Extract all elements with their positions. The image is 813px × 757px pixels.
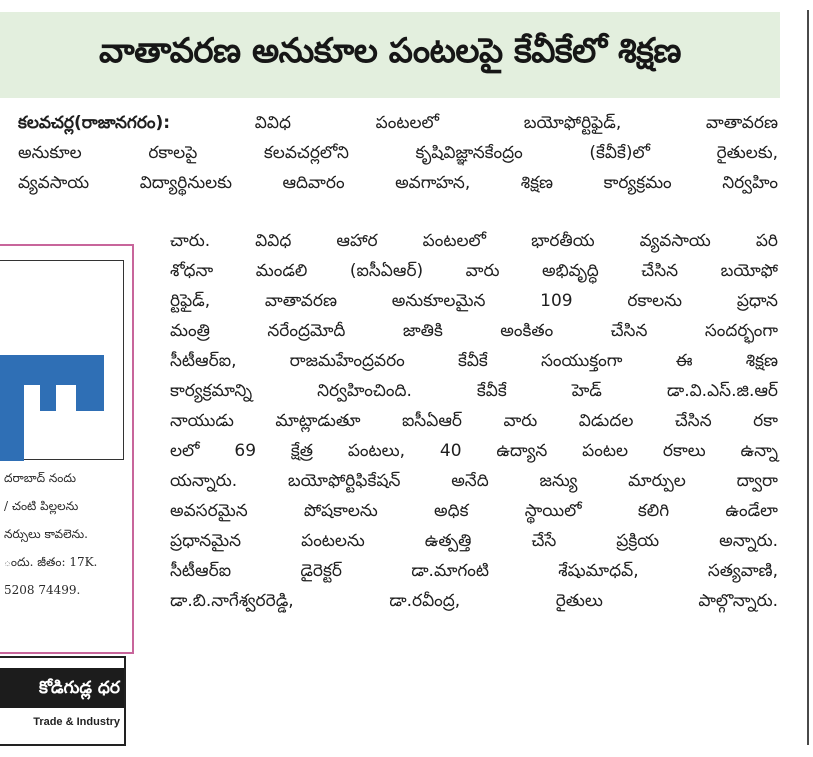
egg-price-subtitle: Trade & Industry [33,716,120,728]
article-line: వ్యవసాయ విద్యార్థినులకు ఆదివారం అవగాహన, శిక్షణ కార్యక్రమం నిర్వహిం [18,173,778,193]
article-line: సీటీఆర్ఐ డైరెక్టర్ డా.మాగంటి శేషుమాధవ్, సత్యవాణి, [170,561,778,581]
article-body-top [18,108,778,198]
article-line: శోధనా మండలి (ఐసీఏఆర్) వారు అభివృద్ధి చేసిన బయోఫో [170,261,778,281]
article-line: యన్నారు. బయోఫోర్టిఫికేషన్ అనేది జన్యు మార్పుల ద్వారా [170,471,778,491]
headline: వాతావరణ అనుకూల పంటలపై కేవీకేలో శిక్షణ [98,31,682,71]
article-line: కార్యక్రమాన్ని నిర్వహించింది. కేవీకే హెడ్ డా.వి.ఎస్.జి.ఆర్ [170,381,778,401]
article-line: చారు. వివిధ ఆహార పంటలలో భారతీయ వ్యవసాయ పరి [170,231,778,251]
column-divider [807,10,809,745]
article-line: నాయుడు మాట్లాడుతూ ఐసీఏఆర్ వారు విడుదల చేసిన రకా [170,411,778,431]
article-line: మంత్రి నరేంద్రమోదీ జాతికి అంకితం చేసిన సందర్భంగా [170,321,778,341]
ad-text-line: దరాబాద్ నందు [4,471,76,485]
article-line: ర్టిఫైడ్, వాతావరణ అనుకూలమైన 109 రకాలను ప్రధాన [170,291,778,311]
ad-text-line: / చంటి పిల్లలను [4,499,79,513]
article-line: సీటీఆర్ఐ, రాజమహేంద్రవరం కేవీకే సంయుక్తంగా ఈ శిక్షణ [170,351,778,371]
article-line-text: వివిధ పంటలలో బయోఫోర్టిఫైడ్, వాతావరణ [254,113,778,133]
article-body-bottom [170,226,778,616]
ad-text-line: 5208 74499. [4,583,81,597]
article-line: అనుకూల రకాలపై కలవచర్లలోని కృషివిజ్ఞానకేంద్రం (కేవీకే)లో రైతులకు, [18,143,778,163]
dateline: కలవచర్ల(రాజానగరం): [18,113,171,133]
article-line: డా.బి.నాగేశ్వరరెడ్డి, డా.రవీంద్ర, రైతులు పాల్గొన్నారు. [170,591,778,611]
egg-price-box [0,656,126,746]
article-line [18,108,778,138]
ad-text-line: నర్సులు కావలెను. [4,527,88,541]
ad-logo-frame [0,260,124,460]
ad-logo-icon [0,261,124,461]
headline-band [0,12,780,98]
article-line: ప్రధానమైన పంటలను ఉత్పత్తి చేసే ప్రక్రియ అన్నారు. [170,531,778,551]
classified-ad [0,244,134,654]
egg-price-title: కోడిగుడ్ల ధర [0,668,124,708]
ad-text-line: ందు. జీతం: 17K. [4,555,98,569]
article-line: అవసరమైన పోషకాలను అధిక స్థాయిలో కలిగి ఉండేలా [170,501,778,521]
article-line: లలో 69 క్షేత్ర పంటలు, 40 ఉద్యాన పంటల రకాలు ఉన్నా [170,441,778,461]
